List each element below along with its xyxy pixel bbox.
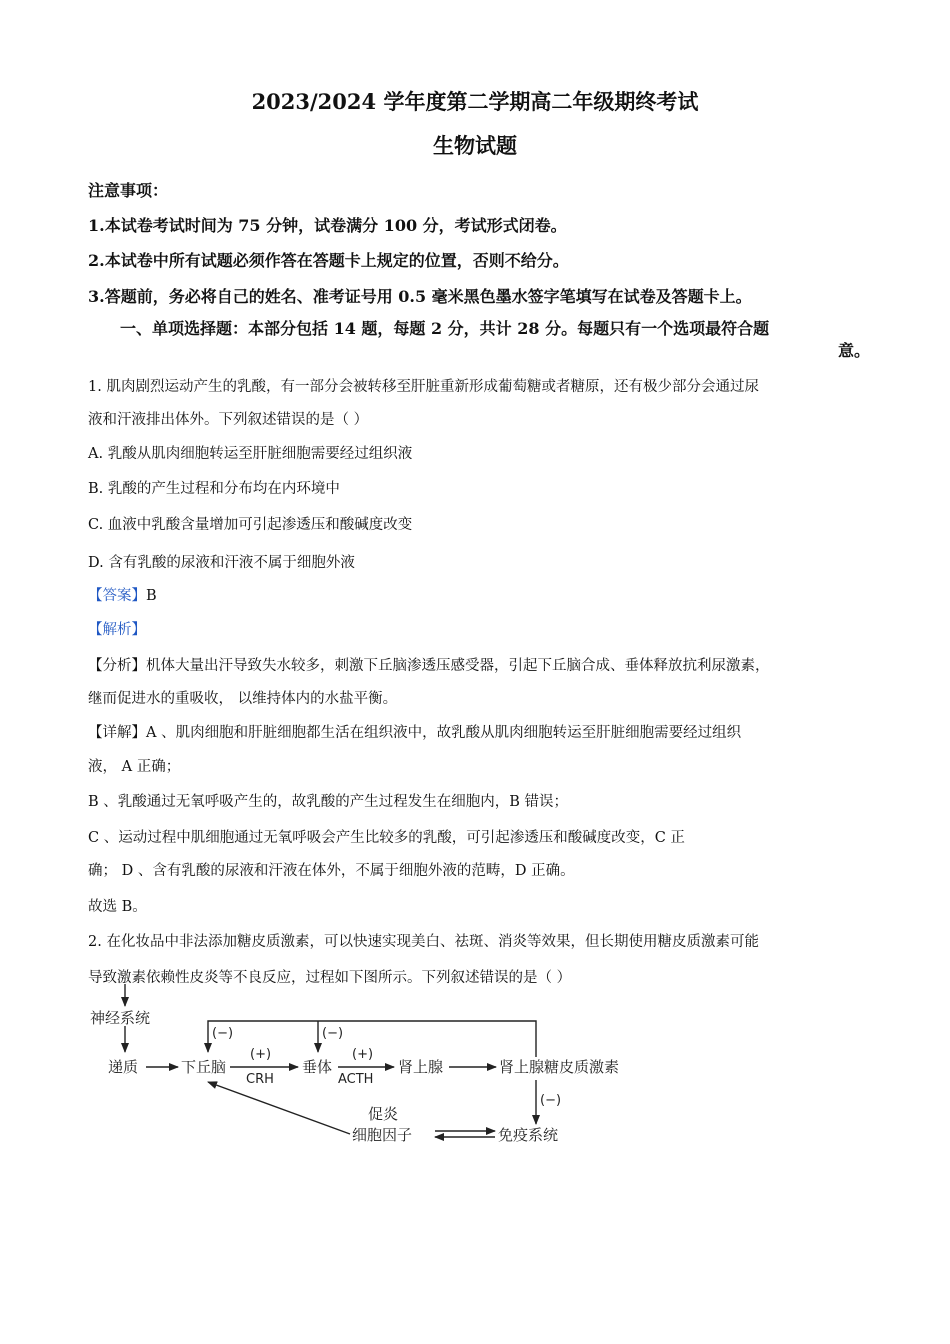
q1-fenxi-line1 xyxy=(88,654,770,675)
fenxi-label: 【分析】 xyxy=(88,658,146,674)
label-plus-crh: (+) xyxy=(250,1047,272,1062)
label-plus-acth: (+) xyxy=(352,1047,374,1062)
q2-stem-line1: 2. 在化妆品中非法添加糖皮质激素，可以快速实现美白、祛斑、消炎等效果，但长期使用糖皮质激素可能 xyxy=(88,934,759,950)
detail-text-1: A 、肌肉细胞和肝脏细胞都生活在组织液中，故乳酸从肌肉细胞转运至肝脏细胞需要经过组织 xyxy=(146,725,742,741)
label-hypothalamus: 下丘脑 xyxy=(181,1058,227,1076)
q1-fenxi-line2: 继而促进水的重吸收， 以维持体内的水盐平衡。 xyxy=(88,691,398,707)
label-nervous-system: 神经系统 xyxy=(90,1009,151,1027)
section-heading xyxy=(120,318,870,362)
q1-answer xyxy=(88,584,157,605)
notice-item-1: 1.本试卷考试时间为 75 分钟，试卷满分 100 分，考试形式闭卷。 xyxy=(88,216,567,235)
label-minus-hypothalamus: (−) xyxy=(212,1026,234,1041)
q1-option-d: D. 含有乳酸的尿液和汗液不属于细胞外液 xyxy=(88,555,355,571)
hormone-regulation-diagram xyxy=(80,982,660,1152)
label-cytokine-line1: 促炎 xyxy=(368,1105,399,1123)
q1-stem-line2: 液和汗液排出体外。下列叙述错误的是（ ） xyxy=(88,412,369,428)
q1-option-a: A. 乳酸从肌肉细胞转运至肝脏细胞需要经过组织液 xyxy=(88,446,413,462)
answer-value: B xyxy=(146,588,157,604)
q1-detail-line2: 液， A 正确； xyxy=(88,759,181,775)
q1-detail-line5: 确； D 、含有乳酸的尿液和汗液在体外，不属于细胞外液的范畴，D 正确。 xyxy=(88,863,575,879)
section-heading-line2: 意。 xyxy=(837,341,870,360)
q1-detail-line4: C 、运动过程中肌细胞通过无氧呼吸会产生比较多的乳酸，可引起渗透压和酸碱度改变，C 正 xyxy=(88,830,685,846)
q1-option-b: B. 乳酸的产生过程和分布均在内环境中 xyxy=(88,481,340,497)
q1-analysis-label: 【解析】 xyxy=(88,622,146,638)
label-adrenal: 肾上腺 xyxy=(398,1058,444,1076)
notice-item-2: 2.本试卷中所有试题必须作答在答题卡上规定的位置，否则不给分。 xyxy=(88,251,569,270)
label-immune-system: 免疫系统 xyxy=(498,1126,559,1144)
q1-conclusion: 故选 B。 xyxy=(88,899,147,915)
label-acth: ACTH xyxy=(338,1072,374,1087)
q1-option-c: C. 血液中乳酸含量增加可引起渗透压和酸碱度改变 xyxy=(88,517,413,533)
q2-stem-line2: 导致激素依赖性皮炎等不良反应，过程如下图所示。下列叙述错误的是（ ） xyxy=(88,970,572,986)
label-minus-pituitary: (−) xyxy=(322,1026,344,1041)
label-glucocorticoid: 肾上腺糖皮质激素 xyxy=(499,1058,620,1076)
label-crh: CRH xyxy=(246,1072,274,1087)
label-cytokine-line2: 细胞因子 xyxy=(352,1126,413,1144)
q1-stem-line1: 1. 肌肉剧烈运动产生的乳酸，有一部分会被转移至肝脏重新形成葡萄糖或者糖原，还有极少部分会通过尿 xyxy=(88,379,759,395)
label-minus-immune: (−) xyxy=(540,1093,562,1108)
label-pituitary: 垂体 xyxy=(302,1058,333,1076)
detail-label: 【详解】 xyxy=(88,725,146,741)
exam-subject: 生物试题 xyxy=(433,133,517,158)
label-transmitter: 递质 xyxy=(108,1058,139,1076)
notice-heading: 注意事项： xyxy=(88,181,169,200)
cytokine-to-hypothalamus-arrow xyxy=(208,1082,350,1134)
notice-item-3: 3.答题前，务必将自己的姓名、准考证号用 0.5 毫米黑色墨水签字笔填写在试卷及答题卡上。 xyxy=(88,287,752,306)
q1-detail-line3: B 、乳酸通过无氧呼吸产生的，故乳酸的产生过程发生在细胞内，B 错误； xyxy=(88,794,569,810)
q1-detail-line1 xyxy=(88,721,741,742)
section-heading-line1: 一、单项选择题：本部分包括 14 题，每题 2 分，共计 28 分。每题只有一个选项最符合题 xyxy=(120,319,770,338)
answer-label: 【答案】 xyxy=(88,588,146,604)
exam-title: 2023/2024 学年度第二学期高二年级期终考试 xyxy=(251,89,699,114)
fenxi-text-1: 机体大量出汗导致失水较多，刺激下丘脑渗透压感受器，引起下丘脑合成、垂体释放抗利尿激素， xyxy=(146,658,770,674)
